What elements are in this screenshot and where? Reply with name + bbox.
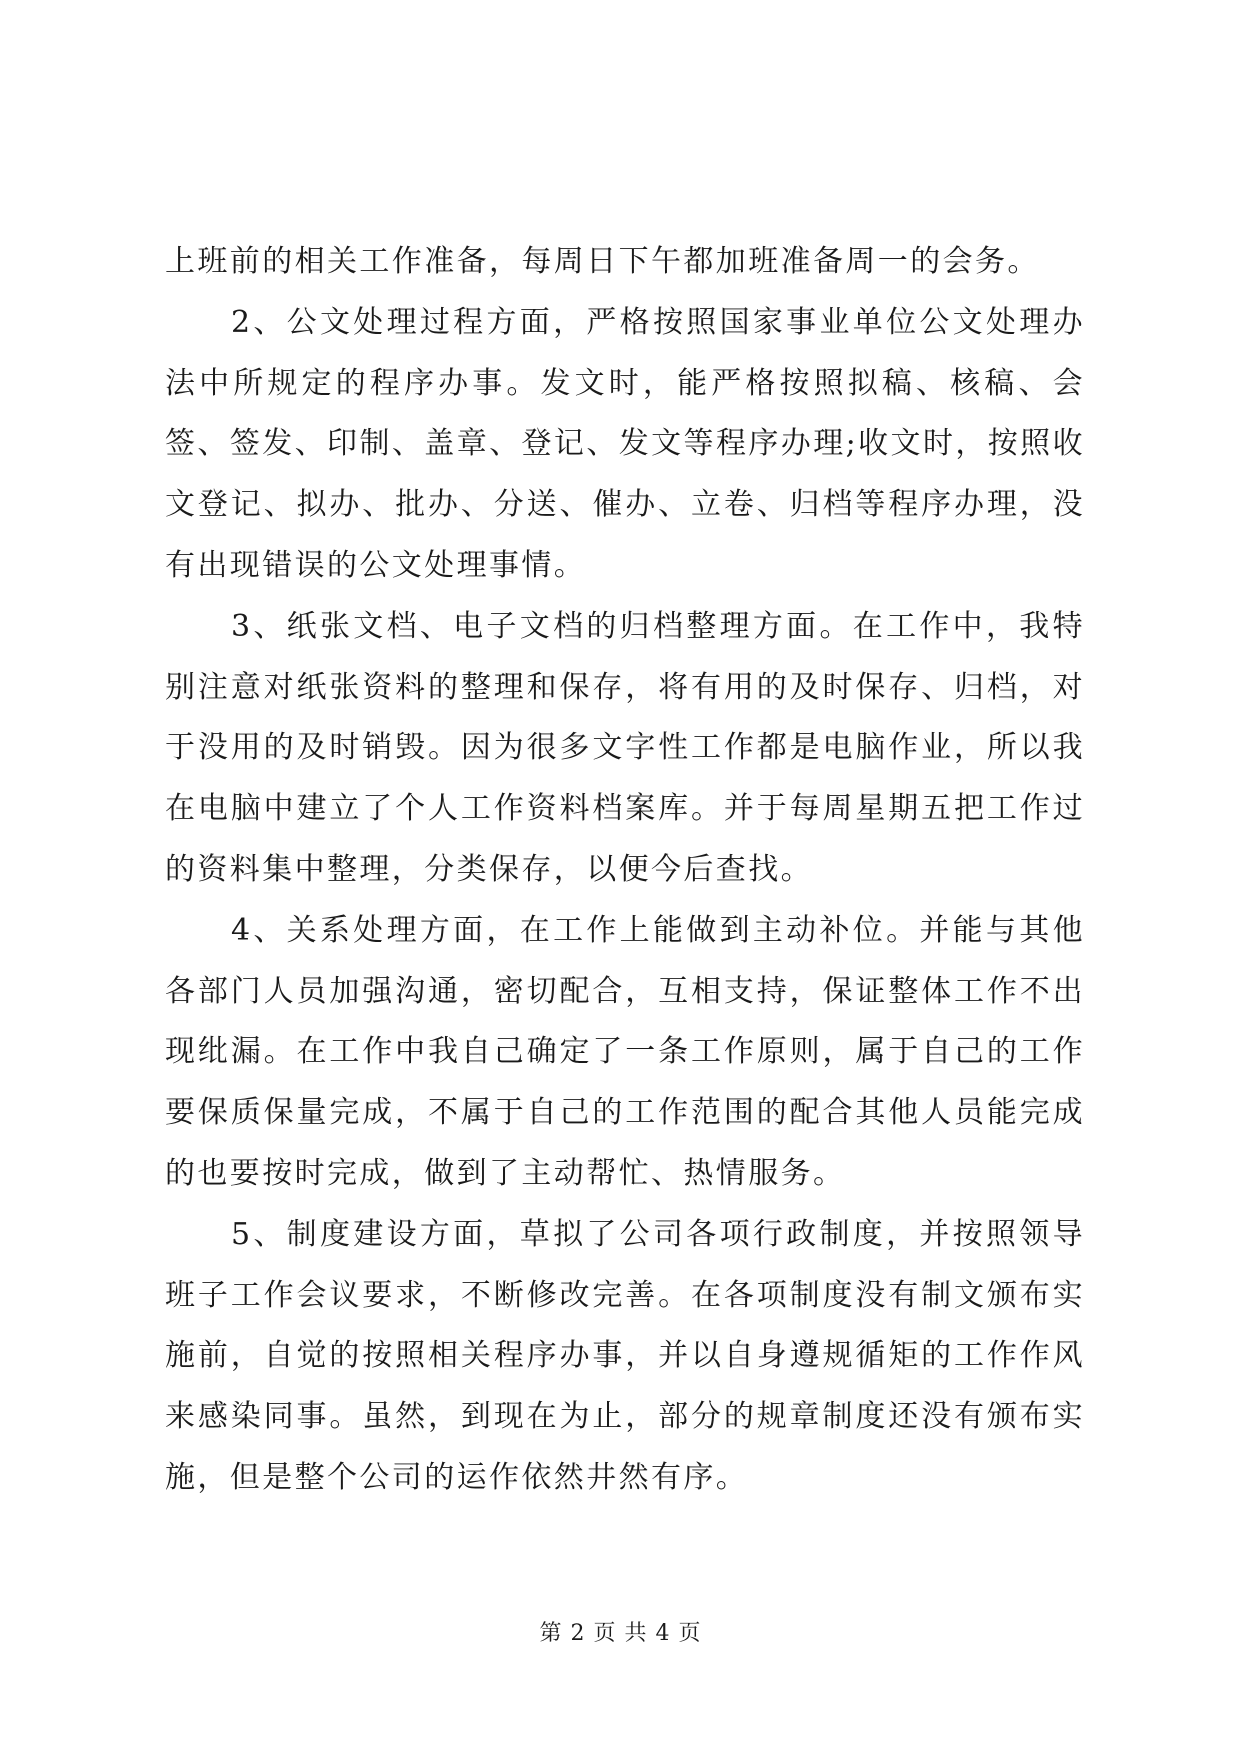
- paragraph-document-processing: 2、公文处理过程方面，严格按照国家事业单位公文处理办法中所规定的程序办事。发文时，能严格按照拟稿、核稿、会签、签发、印制、盖章、登记、发文等程序办理;收文时，按照收文登记、拟办、批办、分送、催办、立卷、归档等程序办理，没有出现错误的公文处理事情。: [165, 304, 1085, 583]
- paragraph-continuation: 上班前的相关工作准备，每周日下午都加班准备周一的会务。: [165, 244, 1040, 279]
- paragraph-archiving: 3、纸张文档、电子文档的归档整理方面。在工作中，我特别注意对纸张资料的整理和保存，将有用的及时保存、归档，对于没用的及时销毁。因为很多文字性工作都是电脑作业，所以我在电脑中建立了个人工作资料档案库。并于每周星期五把工作过的资料集中整理，分类保存，以便今后查找。: [165, 608, 1085, 887]
- page-footer: 第 2 页 共 4 页: [539, 1621, 702, 1646]
- paragraph-relations: 4、关系处理方面，在工作上能做到主动补位。并能与其他各部门人员加强沟通，密切配合，互相支持，保证整体工作不出现纰漏。在工作中我自己确定了一条工作原则，属于自己的工作要保质保量完成，不属于自己的工作范围的配合其他人员能完成的也要按时完成，做到了主动帮忙、热情服务。: [165, 912, 1085, 1191]
- paragraph-system-building: 5、制度建设方面，草拟了公司各项行政制度，并按照领导班子工作会议要求，不断修改完善。在各项制度没有制文颁布实施前，自觉的按照相关程序办事，并以自身遵规循矩的工作作风来感染同事。虽然，到现在为止，部分的规章制度还没有颁布实施，但是整个公司的运作依然井然有序。: [165, 1216, 1085, 1495]
- document-body: [165, 232, 1085, 1509]
